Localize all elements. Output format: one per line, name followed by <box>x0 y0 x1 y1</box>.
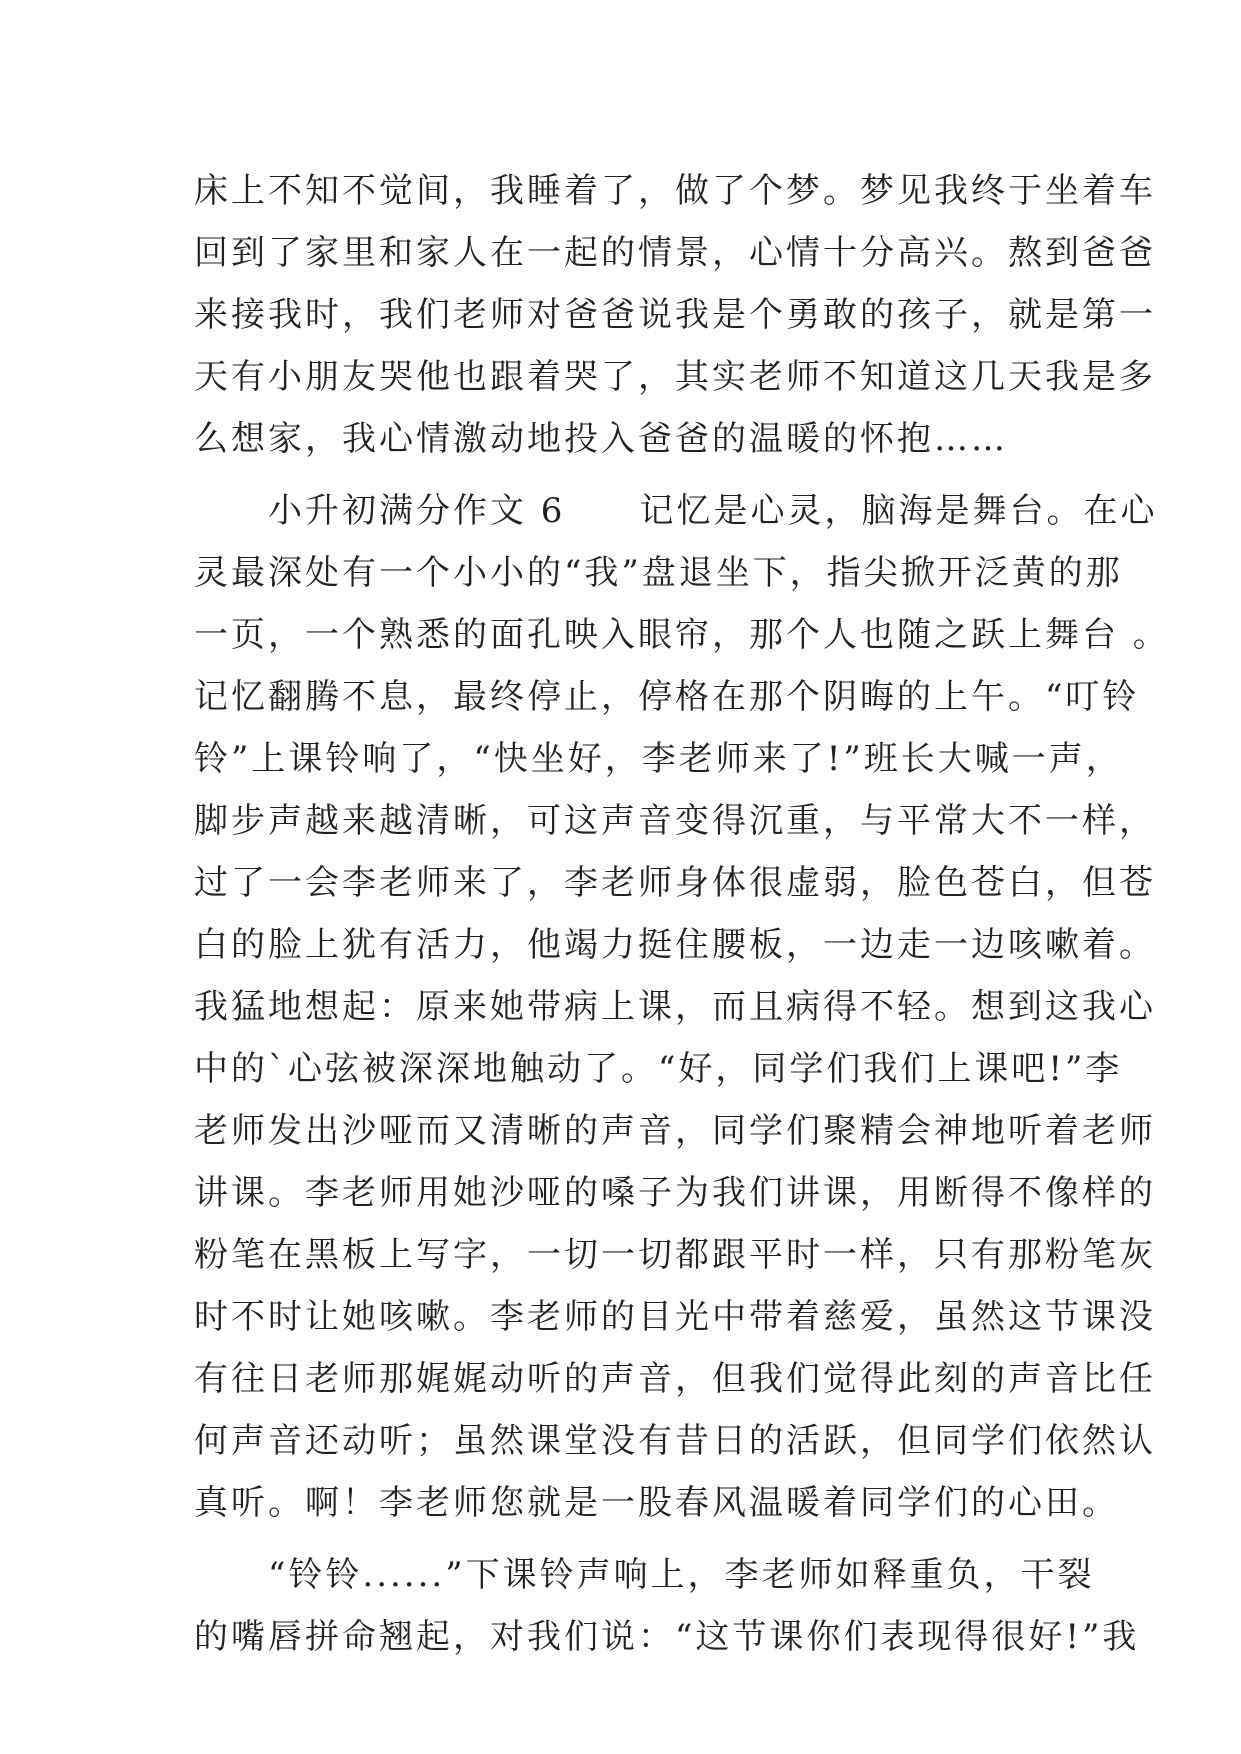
text-line: 脚步声越来越清晰，可这声音变得沉重，与平常大不一样， <box>194 801 1156 841</box>
text-line: 老师发出沙哑而又清晰的声音，同学们聚精会神地听着老师 <box>194 1111 1156 1151</box>
document-body <box>194 160 1170 1668</box>
text-line: 的嘴唇拼命翘起，对我们说：“这节课你们表现得很好!”我 <box>194 1617 1140 1657</box>
text-line: 么想家，我心情激动地投入爸爸的温暖的怀抱…… <box>194 419 1008 459</box>
text-line: 有往日老师那娓娓动听的声音，但我们觉得此刻的声音比任 <box>194 1359 1156 1399</box>
text-line: 小升初满分作文 6 记忆是心灵，脑海是舞台。在心 <box>194 491 1158 531</box>
paragraph-gap <box>194 1534 1054 1544</box>
text-line: “铃铃......”下课铃声响上，李老师如释重负，干裂 <box>194 1555 1095 1595</box>
text-line: 时不时让她咳嗽。李老师的目光中带着慈爱，虽然这节课没 <box>194 1297 1156 1337</box>
text-line: 天有小朋友哭他也跟着哭了，其实老师不知道这几天我是多 <box>194 357 1156 397</box>
text-line: 讲课。李老师用她沙哑的嗓子为我们讲课，用断得不像样的 <box>194 1173 1156 1213</box>
text-line: 真听。啊！李老师您就是一股春风温暖着同学们的心田。 <box>194 1483 1119 1523</box>
text-line: 来接我时，我们老师对爸爸说我是个勇敢的孩子，就是第一 <box>194 295 1156 335</box>
paragraph-2 <box>194 480 1170 1534</box>
text-line: 白的脸上犹有活力，他竭力挺住腰板，一边走一边咳嗽着。 <box>194 925 1156 965</box>
paragraph-1 <box>194 160 1156 470</box>
text-line: 我猛地想起：原来她带病上课，而且病得不轻。想到这我心 <box>194 987 1156 1027</box>
text-line: 床上不知不觉间，我睡着了，做了个梦。梦见我终于坐着车 <box>194 171 1156 211</box>
paragraph-gap <box>194 470 1054 480</box>
text-line: 中的`心弦被深深地触动了。“好，同学们我们上课吧!”李 <box>194 1049 1123 1089</box>
text-line: 何声音还动听；虽然课堂没有昔日的活跃，但同学们依然认 <box>194 1421 1156 1461</box>
text-line: 铃”上课铃响了，“快坐好，李老师来了!”班长大喊一声， <box>194 739 1123 779</box>
text-line: 过了一会李老师来了，李老师身体很虚弱，脸色苍白，但苍 <box>194 863 1156 903</box>
text-line: 粉笔在黑板上写字，一切一切都跟平时一样，只有那粉笔灰 <box>194 1235 1156 1275</box>
text-line: 回到了家里和家人在一起的情景，心情十分高兴。熬到爸爸 <box>194 233 1156 273</box>
text-line: 一页，一个熟悉的面孔映入眼帘，那个人也随之跃上舞台 。 <box>194 615 1170 655</box>
text-line: 记忆翻腾不息，最终停止，停格在那个阴晦的上午。“叮铃 <box>194 677 1140 717</box>
text-line: 灵最深处有一个小小的“我”盘退坐下，指尖掀开泛黄的那 <box>194 553 1123 593</box>
paragraph-3 <box>194 1544 1140 1668</box>
